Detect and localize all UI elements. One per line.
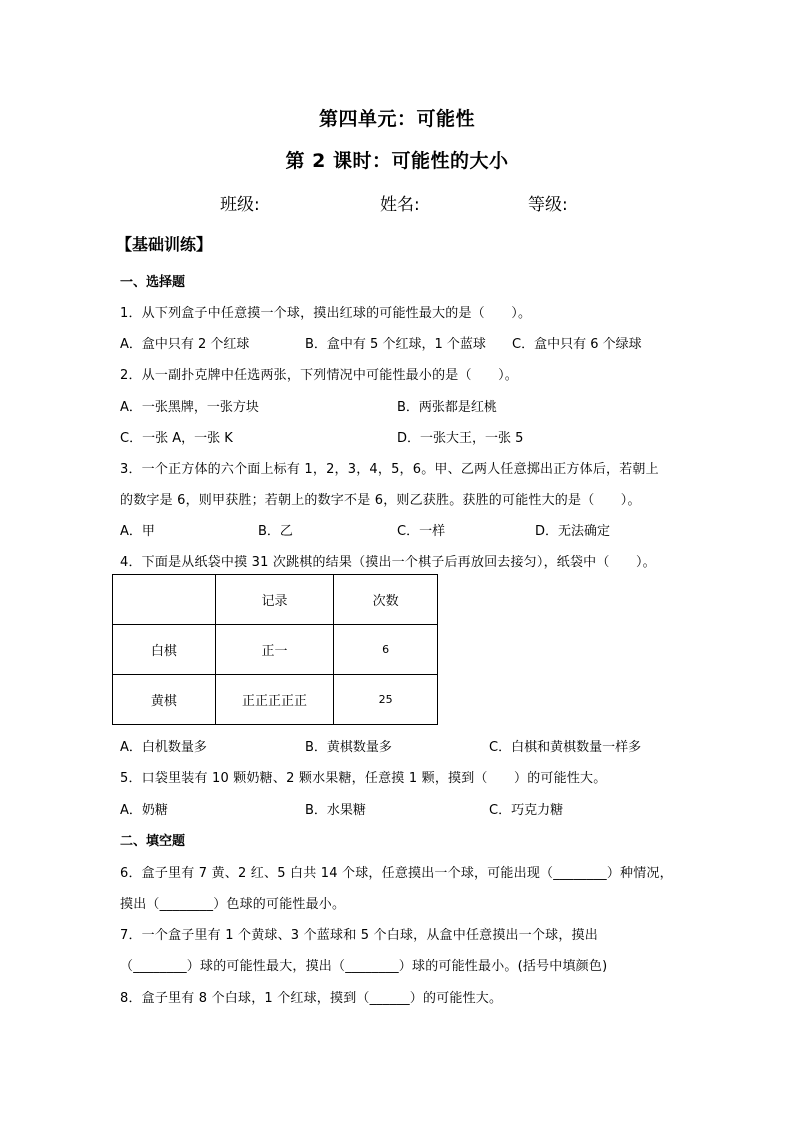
q3-option-b: B．乙 [258,524,293,539]
table-header-cell: 记录 [215,575,334,625]
unit-title: 第四单元：可能性 [318,108,475,130]
question-1: 1．从下列盒子中任意摸一个球，摸出红球的可能性最大的是（ ）。 [120,306,532,321]
question-3-line-2: 的数字是 6，则甲获胜；若朝上的数字不是 6，则乙获胜。获胜的可能性大的是（ ）。 [120,493,641,508]
section-title: 【基础训练】 [116,235,213,254]
table-cell: 正一 [215,625,334,675]
q2-option-d: D．一张大王，一张 5 [397,431,524,446]
q1-option-c: C．盒中只有 6 个绿球 [512,337,642,352]
question-4: 4．下面是从纸袋中摸 31 次跳棋的结果（摸出一个棋子后再放回去接匀），纸袋中（ ）。 [120,555,656,570]
question-5: 5．口袋里装有 10 颗奶糖、2 颗水果糖，任意摸 1 颗，摸到（ ）的可能性大。 [120,771,607,786]
q2-option-b: B．两张都是红桃 [397,400,497,415]
table-cell: 6 [334,625,438,675]
class-label: 班级: [220,195,260,215]
q4-option-b: B．黄棋数量多 [305,740,392,755]
question-6-line-1: 6．盒子里有 7 黄、2 红、5 白共 14 个球，任意摸出一个球，可能出现（________）种情况， [120,866,673,881]
q1-option-a: A．盒中只有 2 个红球 [120,337,250,352]
q3-option-c: C．一样 [397,524,446,539]
q1-option-b: B．盒中有 5 个红球，1 个蓝球 [305,337,486,352]
table-header-cell: 次数 [334,575,438,625]
table-cell: 白棋 [113,625,216,675]
q4-option-c: C．白棋和黄棋数量一样多 [489,740,642,755]
name-label: 姓名: [380,195,420,215]
q4-option-a: A．白机数量多 [120,740,207,755]
q5-option-c: C．巧克力糖 [489,803,564,818]
tally-table [112,574,438,725]
table-header-cell [113,575,216,625]
question-7-line-1: 7．一个盒子里有 1 个黄球、3 个蓝球和 5 个白球，从盒中任意摸出一个球，摸出 [120,928,598,943]
fill-heading: 二、填空题 [120,834,186,849]
table-cell: 25 [334,675,438,725]
question-3-line-1: 3．一个正方体的六个面上标有 1，2，3，4，5，6。甲、乙两人任意掷出正方体后，若朝上 [120,462,659,477]
q3-option-a: A．甲 [120,524,155,539]
q5-option-b: B．水果糖 [305,803,366,818]
question-2: 2．从一副扑克牌中任选两张，下列情况中可能性最小的是（ ）。 [120,368,518,383]
q2-option-a: A．一张黑牌，一张方块 [120,400,259,415]
choice-heading: 一、选择题 [120,275,186,290]
q3-option-d: D．无法确定 [535,524,611,539]
table-row [113,675,438,725]
table-cell: 正正正正正 [215,675,334,725]
question-6-line-2: 摸出（________）色球的可能性最小。 [120,897,346,912]
q2-option-c: C．一张 A，一张 K [120,431,233,446]
table-cell: 黄棋 [113,675,216,725]
question-8: 8．盒子里有 8 个白球，1 个红球，摸到（______）的可能性大。 [120,991,503,1006]
question-7-line-2: （________）球的可能性最大，摸出（________）球的可能性最小。(括号中填颜色) [120,959,608,974]
table-header-row [113,575,438,625]
lesson-title: 第 2 课时：可能性的大小 [285,150,509,172]
grade-label: 等级: [528,195,568,215]
q5-option-a: A．奶糖 [120,803,168,818]
table-row [113,625,438,675]
